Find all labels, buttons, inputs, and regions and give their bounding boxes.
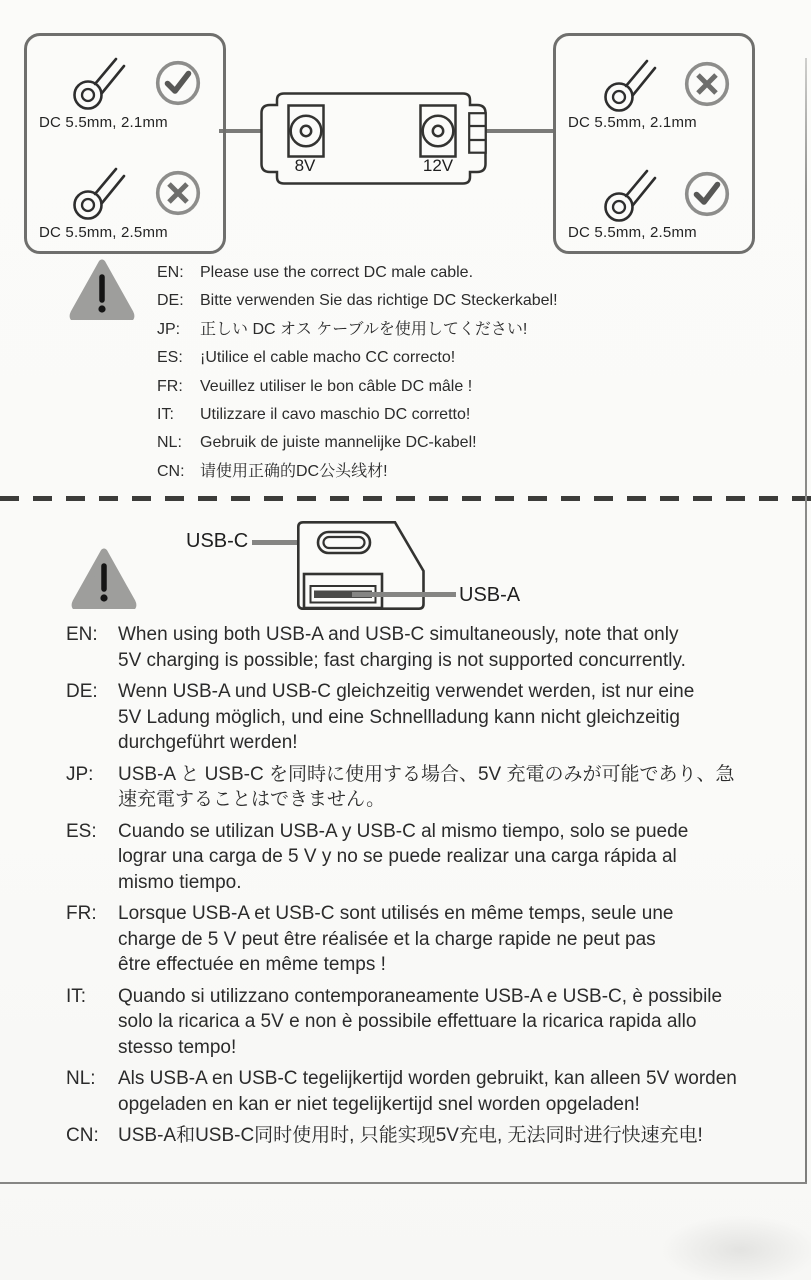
lang-label: NL: [157, 434, 182, 452]
lang-label: JP: [66, 763, 94, 785]
warning-row-de [157, 287, 777, 315]
warning-block-de [66, 679, 766, 756]
dc-warning-list [157, 259, 777, 486]
warning-line: When using both USB-A and USB-C simultaneously, note that only [118, 624, 679, 645]
lang-label: CN: [157, 462, 185, 480]
dc-spec-label: DC 5.5mm, 2.1mm [39, 114, 168, 131]
warning-block-it [66, 984, 766, 1061]
page-bottom-border [0, 1182, 807, 1184]
warning-line: Wenn USB-A und USB-C gleichzeitig verwendet werden, ist nur eine [118, 681, 695, 702]
warning-text: 请使用正确的DC公头线材! [200, 462, 388, 480]
dc-cable-box-left [24, 33, 226, 254]
warning-text: ¡Utilice el cable macho CC correcto! [200, 349, 456, 367]
warning-block-en [66, 622, 766, 673]
lang-label: DE: [157, 292, 184, 310]
warning-text: Veuillez utiliser le bon câble DC mâle ! [200, 377, 473, 395]
warning-row-cn [157, 458, 777, 486]
usb-warning-list [66, 622, 766, 1155]
usba-label: USB-A [459, 584, 521, 606]
warning-block-jp [66, 762, 766, 813]
cross-circle-icon [684, 61, 730, 107]
usbc-label: USB-C [186, 530, 249, 552]
check-circle-icon [684, 171, 730, 217]
dc-jack-12v-icon [419, 104, 457, 158]
page-right-border [805, 58, 807, 1184]
dashed-divider [0, 496, 811, 501]
warning-block-fr [66, 901, 766, 978]
warning-block-cn [66, 1123, 766, 1149]
warning-line: être effectuée en même temps ! [118, 954, 386, 975]
warning-row-jp [157, 316, 777, 344]
usba-pointer-line [352, 592, 456, 597]
warning-text: Please use the correct DC male cable. [200, 264, 474, 281]
warning-row-fr [157, 373, 777, 401]
warning-line: charge de 5 V peut être réalisée et la charge rapide ne peut pas [118, 928, 656, 950]
lang-label: IT: [66, 985, 87, 1007]
warning-line: solo la ricarica a 5V e non è possibile effettuare la ricarica rapida allo [118, 1011, 697, 1032]
warning-row-es [157, 344, 777, 372]
dc-plug-icon [71, 166, 133, 222]
warning-text: Gebruik de juiste mannelijke DC-kabel! [200, 434, 477, 452]
lang-label: EN: [157, 264, 184, 281]
lang-label: ES: [66, 820, 97, 842]
cross-circle-icon [155, 170, 201, 216]
warning-line: Als USB-A en USB-C tegelijkertijd worden gebruikt, kan alleen 5V worden [118, 1068, 737, 1089]
warning-line: Cuando se utilizan USB-A y USB-C al mismo tiempo, solo se puede [118, 820, 689, 842]
warning-text: Utilizzare il cavo maschio DC corretto! [200, 406, 471, 424]
warning-line: Quando si utilizzano contemporaneamente USB-A e USB-C, è possibile [118, 985, 723, 1007]
warning-triangle-icon [69, 258, 135, 320]
warning-line: opgeladen en kan er niet tegelijkertijd snel worden opgeladen! [118, 1093, 640, 1115]
lang-label: FR: [66, 903, 97, 924]
dc-plug-icon [71, 56, 133, 112]
warning-line: 5V Ladung möglich, und eine Schnellladung kann nicht gleichzeitig [118, 706, 680, 728]
warning-block-nl [66, 1066, 766, 1117]
warning-line: 速充電することはできません。 [118, 789, 386, 810]
check-circle-icon [155, 60, 201, 106]
dc-spec-label: DC 5.5mm, 2.5mm [568, 224, 697, 241]
warning-row-it [157, 401, 777, 429]
warning-line: mismo tiempo. [118, 871, 242, 893]
warning-text: Bitte verwenden Sie das richtige DC Steckerkabel! [200, 292, 558, 310]
dc-plug-icon [602, 58, 664, 114]
lang-label: ES: [157, 349, 183, 367]
warning-line: lograr una carga de 5 V y no se puede realizar una carga rápida al [118, 846, 677, 867]
dc-jack-8v-icon [287, 104, 325, 158]
warning-triangle-icon [71, 547, 137, 609]
lang-label: FR: [157, 377, 183, 395]
warning-text: 正しい DC オス ケーブルを使用してください! [200, 320, 528, 338]
side-connector-icon [468, 112, 487, 154]
warning-line: 5V charging is possible; fast charging is not supported concurrently. [118, 649, 686, 671]
lang-label: EN: [66, 624, 98, 645]
warning-line: durchgeführt werden! [118, 732, 298, 753]
warning-line: stesso tempo! [118, 1036, 237, 1058]
warning-line: Lorsque USB-A et USB-C sont utilisés en même temps, seule une [118, 903, 674, 924]
dc-cable-box-right [553, 33, 755, 254]
warning-line: USB-A と USB-C を同時に使用する場合、5V 充電のみが可能であり、急 [118, 763, 735, 785]
lang-label: IT: [157, 406, 174, 424]
lang-label: CN: [66, 1125, 99, 1146]
lang-label: JP: [157, 320, 181, 338]
warning-block-es [66, 819, 766, 896]
warning-line: USB-A和USB-C同时使用时, 只能实现5V充电, 无法同时进行快速充电! [118, 1125, 703, 1146]
warning-row-nl [157, 429, 777, 457]
warning-row-en [157, 259, 777, 287]
lang-label: NL: [66, 1068, 96, 1089]
dc-spec-label: DC 5.5mm, 2.1mm [568, 114, 697, 131]
port-voltage-label: 12V [422, 156, 454, 175]
lang-label: DE: [66, 681, 98, 702]
dc-spec-label: DC 5.5mm, 2.5mm [39, 224, 168, 241]
scan-smudge [660, 1215, 811, 1280]
port-voltage-label: 8V [294, 156, 316, 175]
dc-plug-icon [602, 168, 664, 224]
